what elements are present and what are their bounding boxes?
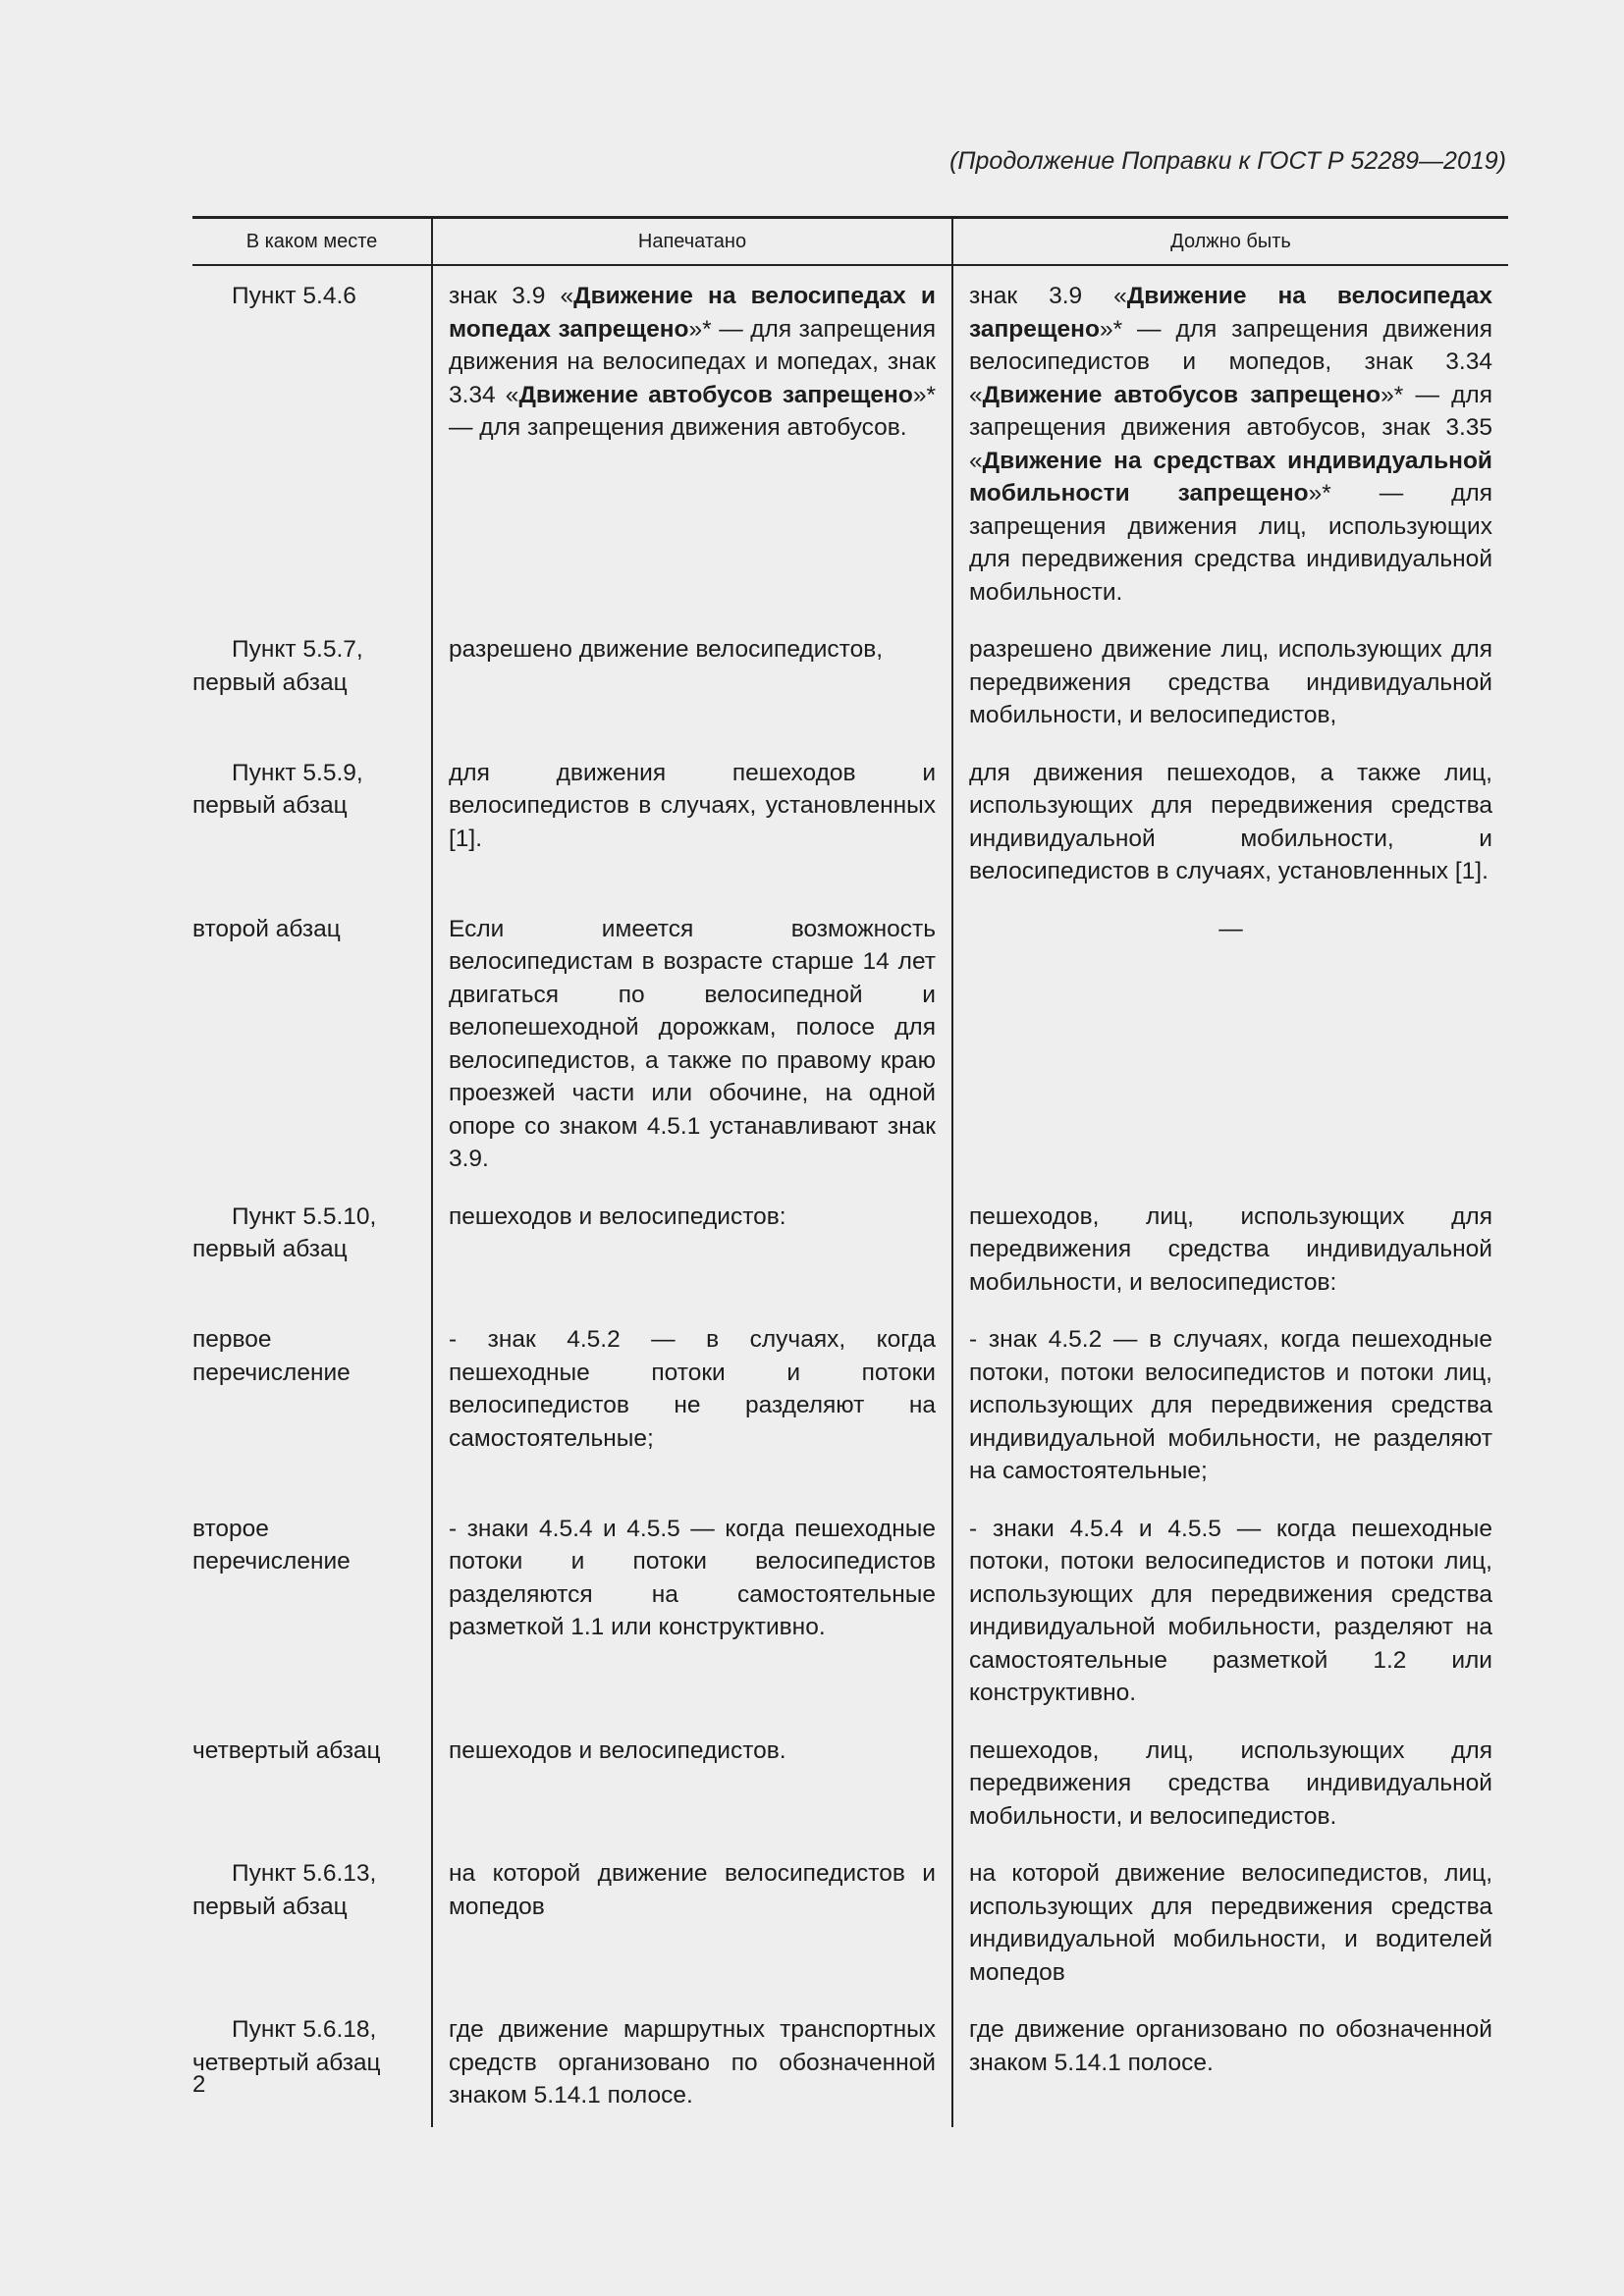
correct-text: на которой движение велосипедистов, лиц, использующих для передвижения средства индивидуальной мобильности, и водителей мопедов	[969, 1860, 1492, 1986]
printed-text: пешеходов и велосипедистов.	[449, 1736, 786, 1764]
place-text: четвертый абзац	[192, 1736, 381, 1764]
place-text: второй абзац	[192, 915, 341, 942]
table-row	[192, 265, 1508, 623]
column-header-place: В каком месте	[192, 218, 432, 266]
place-cell	[192, 1313, 432, 1503]
place-cell	[192, 1725, 432, 1848]
correct-cell	[952, 265, 1508, 623]
correct-text: »* — для запрещения движения лиц, использующих для передвижения средства индивидуальной мобильности.	[969, 480, 1492, 606]
printed-text: Если имеется возможность велосипедистам в возрасте старше 14 лет двигаться по велосипедной и велопешеходной дорожкам, полосе для велосипедистов, а также по правому краю проезжей части или обочине, на одной опоре со знаком 4.5.1 устанавливают знак 3.9.	[449, 915, 936, 1172]
printed-cell	[432, 1847, 952, 2003]
table-row	[192, 1191, 1508, 1314]
table-row	[192, 1503, 1508, 1725]
correct-text-bold: Движение на велосипедах запрещено	[969, 283, 1492, 343]
printed-cell	[432, 1503, 952, 1725]
correct-text: пешеходов, лиц, использующих для передвижения средства индивидуальной мобильности, и велосипедистов.	[969, 1736, 1492, 1830]
table-row	[192, 1313, 1508, 1503]
place-text: Пункт 5.5.9, первый абзац	[192, 759, 363, 819]
printed-text: разрешено движение велосипедистов,	[449, 636, 884, 663]
table-row	[192, 623, 1508, 747]
correct-text-bold: Движение на средствах индивидуальной мобильности запрещено	[969, 447, 1492, 507]
printed-text: где движение маршрутных транспортных средств организовано по обозначенной знаком 5.14.1 полосе.	[449, 2016, 936, 2109]
place-cell	[192, 747, 432, 903]
correct-text: - знак 4.5.2 — в случаях, когда пешеходные потоки, потоки велосипедистов и потоки лиц, использующих для передвижения средства индивидуальной мобильности, не разделяют на самостоятельные;	[969, 1326, 1492, 1484]
place-text: Пункт 5.6.13, первый абзац	[192, 1860, 377, 1920]
place-cell	[192, 903, 432, 1191]
place-text: Пункт 5.5.10, первый абзац	[192, 1202, 377, 1262]
printed-cell	[432, 747, 952, 903]
printed-cell	[432, 1725, 952, 1848]
correct-cell	[952, 747, 1508, 903]
table-row	[192, 2003, 1508, 2127]
printed-cell	[432, 265, 952, 623]
printed-text: для движения пешеходов и велосипедистов в случаях, установленных [1].	[449, 759, 936, 852]
place-text: Пункт 5.5.7, первый абзац	[192, 636, 363, 696]
printed-text: - знаки 4.5.4 и 4.5.5 — когда пешеходные потоки и потоки велосипедистов разделяются на самостоятельные разметкой 1.1 или конструктивно.	[449, 1515, 936, 1640]
running-head: (Продолжение Поправки к ГОСТ Р 52289—2019)	[949, 147, 1506, 175]
correct-text: —	[1218, 915, 1243, 942]
correct-text: для движения пешеходов, а также лиц, использующих для передвижения средства индивидуальной мобильности, и велосипедистов в случаях, установленных [1].	[969, 759, 1492, 884]
correct-text: где движение организовано по обозначенной знаком 5.14.1 полосе.	[969, 2016, 1492, 2076]
printed-cell	[432, 2003, 952, 2127]
correct-cell	[952, 1503, 1508, 1725]
place-cell	[192, 2003, 432, 2127]
column-header-correct: Должно быть	[952, 218, 1508, 266]
printed-cell	[432, 1191, 952, 1314]
correct-cell	[952, 1191, 1508, 1314]
correct-text: знак 3.9 «	[969, 283, 1127, 309]
place-cell	[192, 1847, 432, 2003]
correct-cell	[952, 1313, 1508, 1503]
printed-text: »* — для запрещения движения автобусов.	[449, 381, 936, 441]
printed-text: »* — для запрещения движения на велосипедах и мопедах, знак 3.34 «	[449, 315, 937, 408]
printed-cell	[432, 623, 952, 747]
printed-cell	[432, 903, 952, 1191]
correct-text-bold: Движение автобусов запрещено	[982, 381, 1381, 408]
correct-text: пешеходов, лиц, использующих для передвижения средства индивидуальной мобильности, и велосипедистов:	[969, 1202, 1492, 1296]
correct-cell	[952, 2003, 1508, 2127]
correct-cell	[952, 1725, 1508, 1848]
correct-cell	[952, 623, 1508, 747]
table-row	[192, 1847, 1508, 2003]
amendment-table	[192, 216, 1508, 2127]
table-header-row	[192, 218, 1508, 266]
page-number: 2	[192, 2071, 206, 2098]
correct-cell	[952, 903, 1508, 1191]
correct-cell	[952, 1847, 1508, 2003]
correct-text: »* — для запрещения движения автобусов, знак 3.35 «	[969, 381, 1492, 474]
table-row	[192, 903, 1508, 1191]
place-text: первое перечисление	[192, 1326, 351, 1386]
place-cell	[192, 1191, 432, 1314]
place-text: Пункт 5.6.18, четвертый абзац	[192, 2016, 381, 2076]
place-text: второе перечисление	[192, 1515, 351, 1575]
column-header-printed: Напечатано	[432, 218, 952, 266]
table-row	[192, 1725, 1508, 1848]
printed-text: знак 3.9 «	[449, 283, 574, 309]
correct-text: »* — для запрещения движения велосипедистов и мопедов, знак 3.34 «	[969, 315, 1492, 408]
place-cell	[192, 623, 432, 747]
correct-text: разрешено движение лиц, использующих для передвижения средства индивидуальной мобильности, и велосипедистов,	[969, 636, 1492, 728]
place-text: Пункт 5.4.6	[232, 283, 356, 309]
printed-text: пешеходов и велосипедистов:	[449, 1202, 786, 1230]
correct-text: - знаки 4.5.4 и 4.5.5 — когда пешеходные потоки, потоки велосипедистов и потоки лиц, использующих для передвижения средства индивидуальной мобильности, разделяют на самостоятельные разметкой 1.2 или конструктивно.	[969, 1515, 1492, 1706]
printed-text: на которой движение велосипедистов и мопедов	[449, 1860, 936, 1920]
printed-text-bold: Движение на велосипедах и мопедах запрещено	[449, 283, 936, 343]
printed-text: - знак 4.5.2 — в случаях, когда пешеходные потоки и потоки велосипедистов не разделяют на самостоятельные;	[449, 1326, 936, 1452]
place-cell	[192, 1503, 432, 1725]
table-row	[192, 747, 1508, 903]
place-cell	[192, 265, 432, 623]
printed-text-bold: Движение автобусов запрещено	[518, 381, 913, 408]
printed-cell	[432, 1313, 952, 1503]
